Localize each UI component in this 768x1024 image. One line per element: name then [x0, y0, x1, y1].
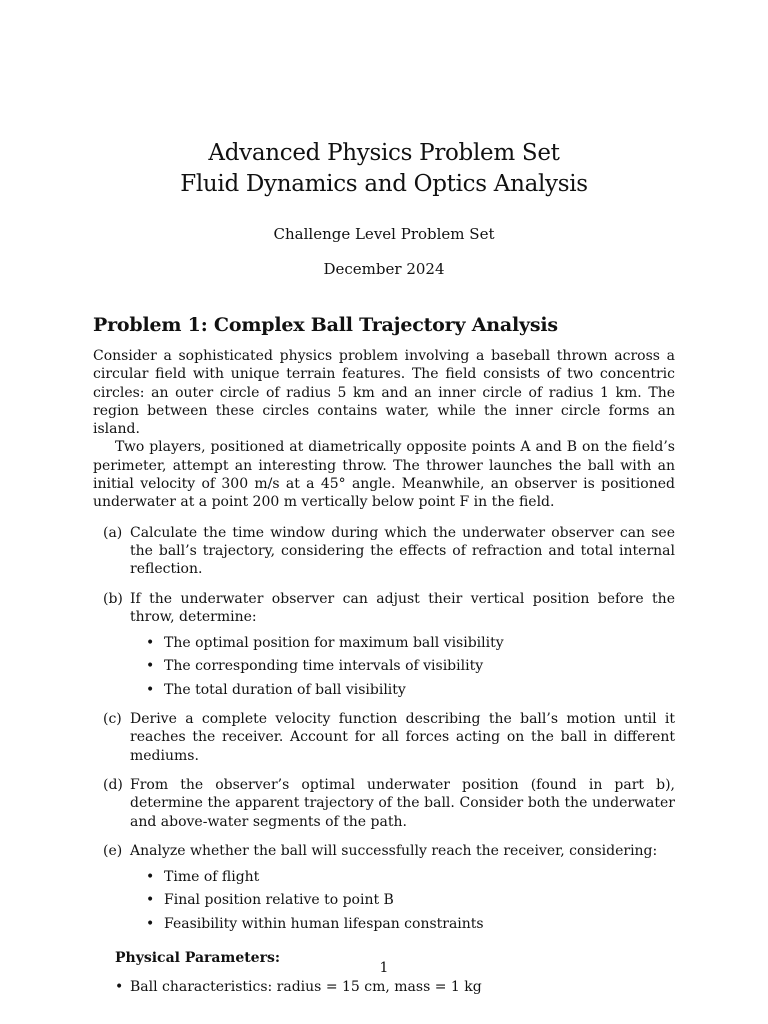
- parameters-list: [93, 978, 675, 996]
- parameters-heading: Physical Parameters:: [115, 950, 281, 967]
- paragraph: Consider a sophisticated physics problem involving a baseball thrown across a circular field with unique terrain features. The field consists of two concentric circles: an outer circle of radius 5 km and an inner circle of radius 1 km. The region between these circles contains water, while the inner circle forms an island.: [93, 348, 675, 438]
- problem-part-c: [93, 710, 675, 765]
- title-block: [0, 138, 768, 279]
- problem-part-e: [93, 842, 675, 933]
- bullet-item: [130, 634, 675, 652]
- part-text: From the observer’s optimal underwater position (found in part b), determine the apparent trajectory of the ball. Consider both the underwater and above-water segments of the path.: [130, 776, 675, 830]
- document-title-line-1: Advanced Physics Problem Set: [208, 140, 560, 166]
- problem-part-b: [93, 590, 675, 699]
- problem-part-d: [93, 776, 675, 831]
- problem-part-a: [93, 524, 675, 579]
- bullet-icon: •: [146, 869, 155, 886]
- page-number: 1: [379, 960, 389, 976]
- problem-parts-list: [93, 524, 675, 933]
- part-text: Calculate the time window during which the underwater observer can see the ball’s trajectory, considering the effects of refraction and total internal reflection.: [130, 524, 675, 578]
- bullet-icon: •: [146, 892, 155, 909]
- part-e-bullet-list: [130, 868, 675, 933]
- bullet-item: [130, 915, 675, 933]
- bullet-icon: •: [146, 635, 155, 652]
- document-subtitle: Challenge Level Problem Set: [273, 225, 495, 243]
- bullet-icon: •: [146, 681, 155, 698]
- parameter-item: [93, 978, 675, 996]
- bullet-item: [130, 657, 675, 675]
- section-body: [93, 347, 675, 997]
- bullet-icon: •: [146, 658, 155, 675]
- bullet-item: [130, 891, 675, 909]
- part-label: (c): [103, 711, 122, 728]
- part-text: If the underwater observer can adjust their vertical position before the throw, determine:: [130, 590, 675, 625]
- bullet-text: The total duration of ball visibility: [164, 681, 406, 698]
- parameter-text: Ball characteristics: radius = 15 cm, mass = 1 kg: [130, 979, 482, 996]
- bullet-icon: •: [115, 979, 124, 996]
- part-label: (b): [103, 590, 123, 607]
- bullet-text: The optimal position for maximum ball visibility: [164, 635, 504, 652]
- paragraph: Two players, positioned at diametrically opposite points A and B on the field’s perimeter, attempt an interesting throw. The thrower launches the ball with an initial velocity of 300 m/s at a 45° angle. Meanwhile, an observer is positioned underwater at a point 200 m vertically below point F in the field.: [93, 439, 675, 511]
- part-b-bullet-list: [130, 634, 675, 699]
- bullet-item: [130, 681, 675, 699]
- part-label: (a): [103, 524, 123, 541]
- part-text: Analyze whether the ball will successfully reach the receiver, considering:: [130, 842, 658, 859]
- document-date: December 2024: [323, 260, 445, 278]
- part-label: (e): [103, 842, 123, 859]
- bullet-text: Time of flight: [164, 869, 260, 886]
- part-text: Derive a complete velocity function describing the ball’s motion until it reaches the receiver. Account for all forces acting on the ball in different mediums.: [130, 711, 675, 764]
- bullet-icon: •: [146, 915, 155, 932]
- bullet-text: Final position relative to point B: [164, 892, 394, 909]
- bullet-text: Feasibility within human lifespan constraints: [164, 915, 484, 932]
- bullet-item: [130, 868, 675, 886]
- bullet-text: The corresponding time intervals of visibility: [164, 658, 484, 675]
- document-title-line-2: Fluid Dynamics and Optics Analysis: [180, 171, 588, 197]
- part-label: (d): [103, 776, 123, 793]
- section-heading: Problem 1: Complex Ball Trajectory Analysis: [93, 314, 558, 336]
